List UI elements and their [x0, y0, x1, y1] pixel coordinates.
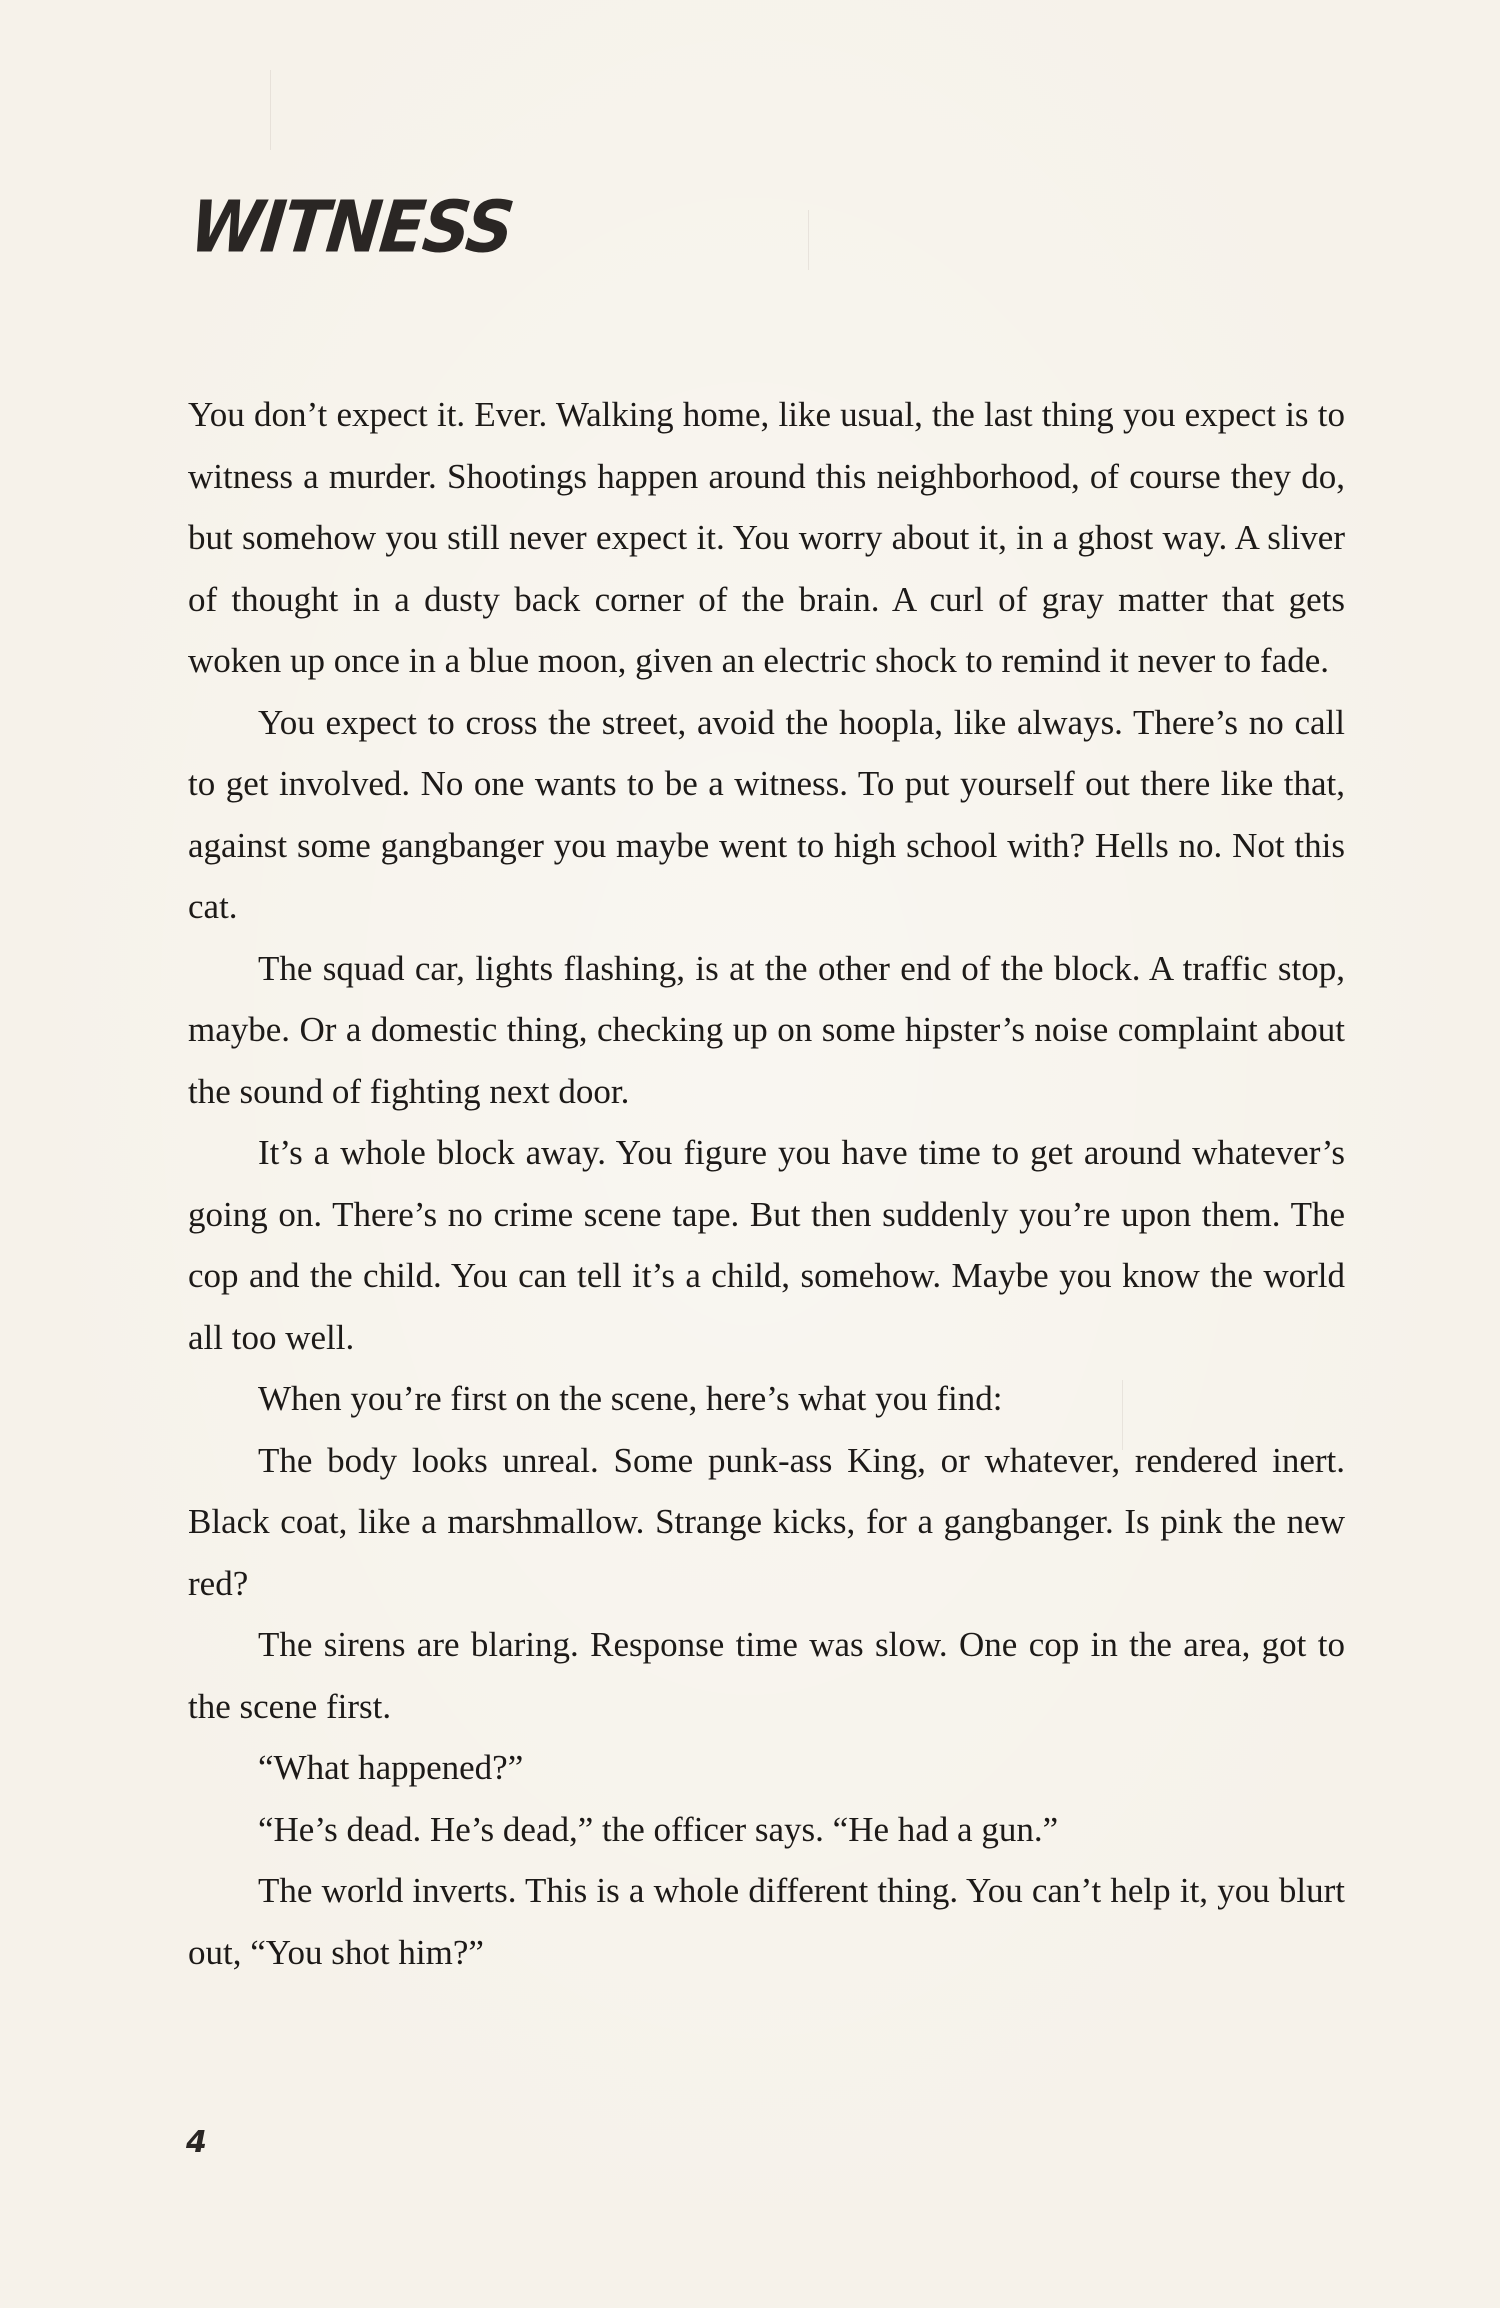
paragraph: “What happened?” — [258, 1748, 524, 1787]
paragraph: You expect to cross the street, avoid the hoopla, like always. There’s no call to get involved. No one wants to be a witness. To put yourself out there like that, against some gangbanger you maybe went to high school with? Hells no. Not this cat. — [188, 702, 1345, 926]
paragraph: The world inverts. This is a whole different thing. You can’t help it, you blurt out, “You shot him?” — [188, 1871, 1345, 1972]
paragraph: “He’s dead. He’s dead,” the officer says. “He had a gun.” — [258, 1809, 1059, 1849]
paragraph: You don’t expect it. Ever. Walking home, like usual, the last thing you expect is to witness a murder. Shootings happen around this neighborhood, of course they do, but somehow you still never expect it. You worry about it, in a ghost way. A sliver of thought in a dusty back corner of the brain. A curl of gray matter that gets woken up once in a blue moon, given an electric shock to remind it never to fade. — [188, 395, 1345, 680]
scan-artifact — [808, 210, 809, 270]
paragraph: The squad car, lights flashing, is at the other end of the block. A traffic stop, maybe. Or a domestic thing, checking up on some hipster’s noise complaint about the sound of fighting next door. — [188, 948, 1345, 1111]
chapter-body — [188, 384, 1345, 1983]
scan-artifact — [270, 70, 271, 150]
paragraph: The body looks unreal. Some punk-ass King, or whatever, rendered inert. Black coat, like a marshmallow. Strange kicks, for a gangbanger. Is pink the new red? — [188, 1440, 1345, 1603]
paragraph: When you’re first on the scene, here’s what you find: — [258, 1379, 1003, 1418]
paragraph: The sirens are blaring. Response time was slow. One cop in the area, got to the scene first. — [188, 1625, 1345, 1726]
paragraph: It’s a whole block away. You figure you have time to get around whatever’s going on. There’s no crime scene tape. But then suddenly you’re upon them. The cop and the child. You can tell it’s a child, somehow. Maybe you know the world all too well. — [188, 1133, 1345, 1357]
page-number: 4 — [186, 2125, 207, 2160]
chapter-title: WITNESS — [186, 185, 517, 269]
